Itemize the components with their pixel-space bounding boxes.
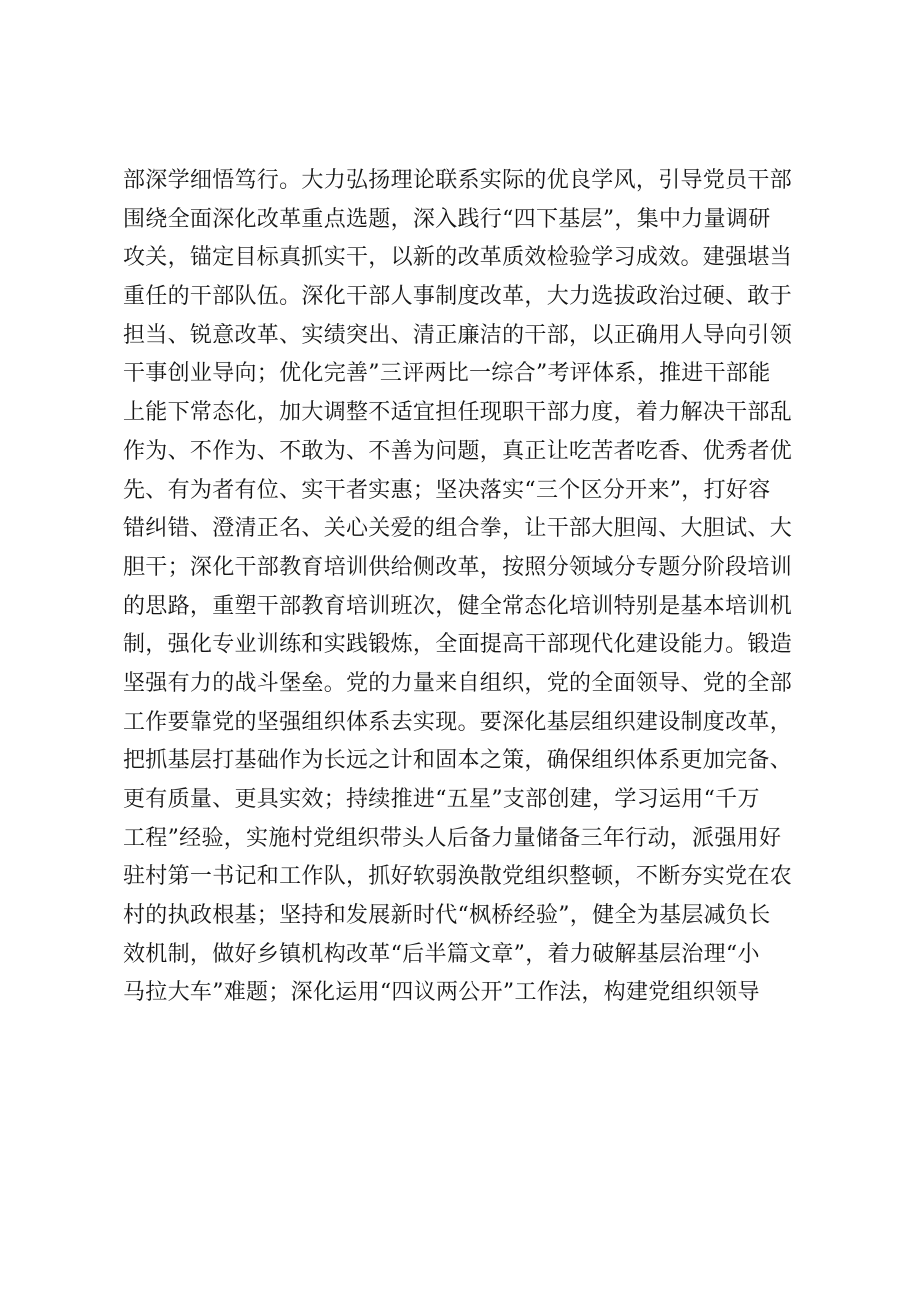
text-line: 的思路，重塑干部教育培训班次，健全常态化培训特别是基本培训机 — [123, 593, 793, 619]
body-text — [123, 162, 813, 1013]
text-line: 作为、不作为、不敢为、不善为问题，真正让吃苦者吃香、优秀者优 — [123, 438, 793, 464]
text-line: 上能下常态化，加大调整不适宜担任现职干部力度，着力解决干部乱 — [123, 400, 793, 426]
text-line: 重任的干部队伍。深化干部人事制度改革，大力选拔政治过硬、敢于 — [123, 284, 793, 310]
text-line: 部深学细悟笃行。大力弘扬理论联系实际的优良学风，引导党员干部 — [123, 168, 793, 193]
text-line: 村的执政根基；坚持和发展新时代“枫桥经验”，健全为基层减负长 — [123, 903, 771, 929]
text-line: 坚强有力的战斗堡垒。党的力量来自组织，党的全面领导、党的全部 — [123, 670, 793, 696]
text-line: 效机制，做好乡镇机构改革“后半篇文章”，着力破解基层治理“小 — [123, 941, 760, 967]
text-line: 胆干；深化干部教育培训供给侧改革，按照分领域分专题分阶段培训 — [123, 554, 793, 580]
text-line: 更有质量、更具实效；持续推进“五星”支部创建，学习运用“千万 — [123, 787, 760, 812]
text-line: 马拉大车”难题；深化运用“四议两公开”工作法，构建党组织领导 — [123, 980, 760, 1006]
text-line: 制，强化专业训练和实践锻炼，全面提高干部现代化建设能力。锻造 — [123, 632, 793, 658]
text-line: 围绕全面深化改革重点选题，深入践行“四下基层”，集中力量调研 — [123, 206, 771, 232]
text-line: 工作要靠党的坚强组织体系去实现。要深化基层组织建设制度改革， — [123, 709, 793, 735]
text-line: 先、有为者有位、实干者实惠；坚决落实“三个区分开来”，打好容 — [123, 477, 771, 503]
text-line: 错纠错、澄清正名、关心关爱的组合拳，让干部大胆闯、大胆试、大 — [123, 516, 793, 542]
text-line: 工程”经验，实施村党组织带头人后备力量储备三年行动，派强用好 — [123, 825, 782, 851]
text-line: 攻关，锚定目标真抓实干，以新的改革质效检验学习成效。建强堪当 — [123, 245, 793, 271]
text-line: 干事创业导向；优化完善”三评两比一综合”考评体系，推进干部能 — [123, 361, 771, 387]
text-line: 驻村第一书记和工作队，抓好软弱涣散党组织整顿，不断夯实党在农 — [123, 864, 793, 890]
text-line: 把抓基层打基础作为长远之计和固本之策，确保组织体系更加完备、 — [123, 748, 793, 774]
text-line: 担当、锐意改革、实绩突出、清正廉洁的干部，以正确用人导向引领 — [123, 322, 793, 348]
